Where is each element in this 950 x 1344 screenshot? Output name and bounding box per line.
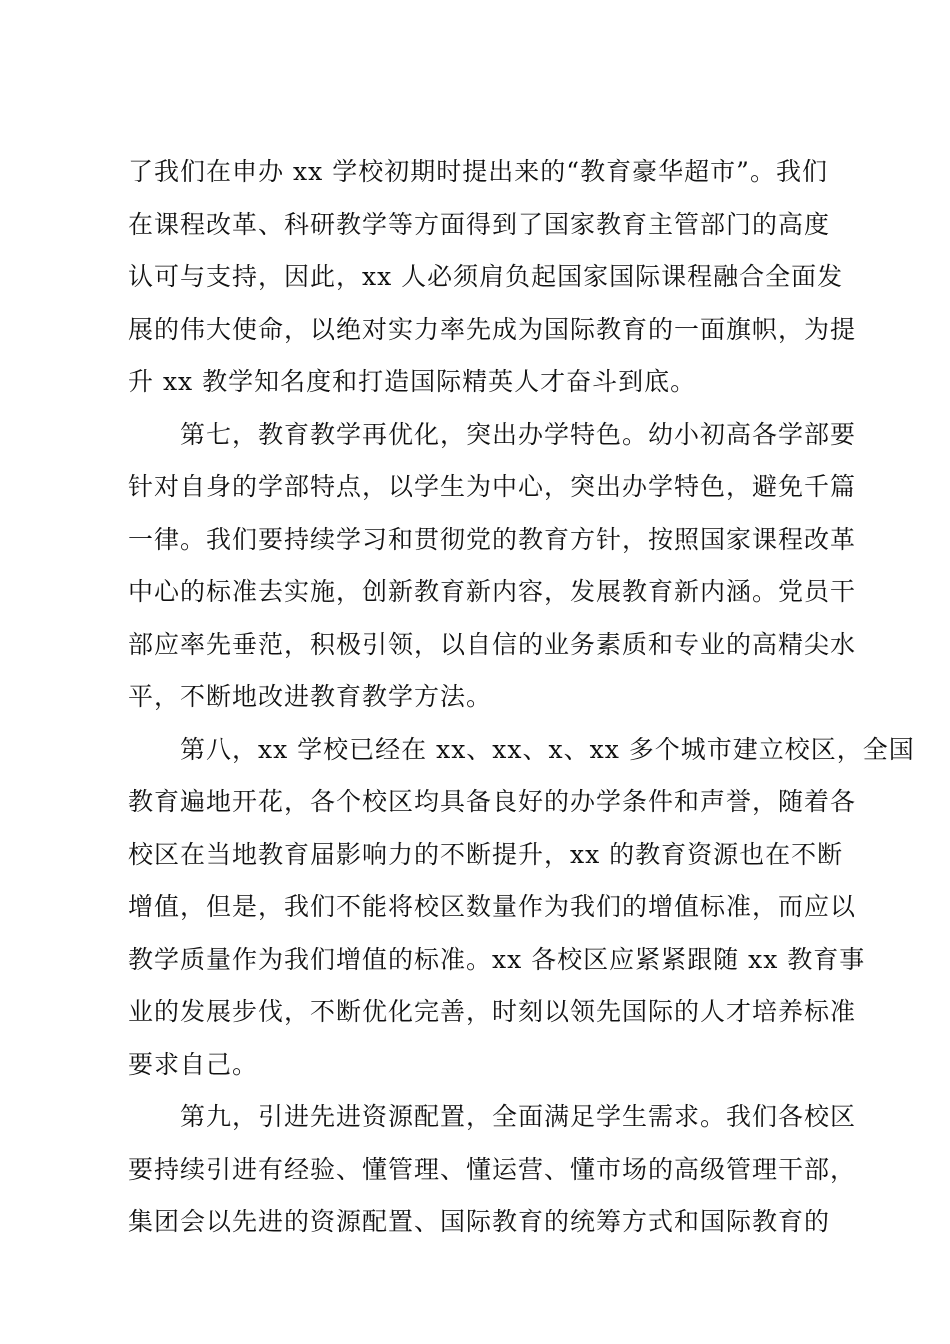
text-line: 增值，但是，我们不能将校区数量作为我们的增值标准，而应以 (128, 892, 857, 921)
text-line: 第九，引进先进资源配置，全面满足学生需求。我们各校区 (180, 1102, 857, 1131)
text-line: 升 xx 教学知名度和打造国际精英人才奋斗到底。 (128, 367, 697, 396)
text-line: 要求自己。 (128, 1049, 259, 1079)
text-line: 针对自身的学部特点，以学生为中心，突出办学特色，避免千篇 (128, 472, 857, 501)
text-line: 集团会以先进的资源配置、国际教育的统筹方式和国际教育的 (128, 1207, 831, 1236)
text-line: 在课程改革、科研教学等方面得到了国家教育主管部门的高度 (128, 209, 831, 239)
text-line: 业的发展步伐，不断优化完善，时刻以领先国际的人才培养标准 (128, 997, 857, 1026)
text-line: 教育遍地开花，各个校区均具备良好的办学条件和声誉，随着各 (128, 787, 857, 816)
paragraph-continuation (128, 146, 857, 409)
text-line: 中心的标准去实施，创新教育新内容，发展教育新内涵。党员干 (128, 577, 857, 606)
text-line: 部应率先垂范，积极引领，以自信的业务素质和专业的高精尖水 (128, 629, 857, 659)
text-line: 了我们在申办 xx 学校初期时提出来的“教育豪华超市”。我们 (128, 157, 828, 186)
text-line: 第八，xx 学校已经在 xx、xx、x、xx 多个城市建立校区，全国 (180, 734, 915, 764)
text-line: 展的伟大使命，以绝对实力率先成为国际教育的一面旗帜，为提 (128, 314, 857, 344)
text-line: 要持续引进有经验、懂管理、懂运营、懂市场的高级管理干部， (128, 1154, 857, 1184)
document-body (128, 146, 915, 1249)
text-line: 校区在当地教育届影响力的不断提升，xx 的教育资源也在不断 (128, 839, 844, 869)
text-line: 认可与支持，因此，xx 人必须肩负起国家国际课程融合全面发 (128, 262, 844, 291)
paragraph-seventh (128, 409, 857, 724)
paragraph-eighth (128, 724, 915, 1092)
text-line: 一律。我们要持续学习和贯彻党的教育方针，按照国家课程改革 (128, 524, 857, 554)
text-line: 平，不断地改进教育教学方法。 (128, 682, 493, 711)
text-line: 第七，教育教学再优化，突出办学特色。幼小初高各学部要 (180, 419, 857, 449)
paragraph-ninth (128, 1091, 857, 1249)
text-line: 教学质量作为我们增值的标准。xx 各校区应紧紧跟随 xx 教育事 (128, 944, 866, 974)
